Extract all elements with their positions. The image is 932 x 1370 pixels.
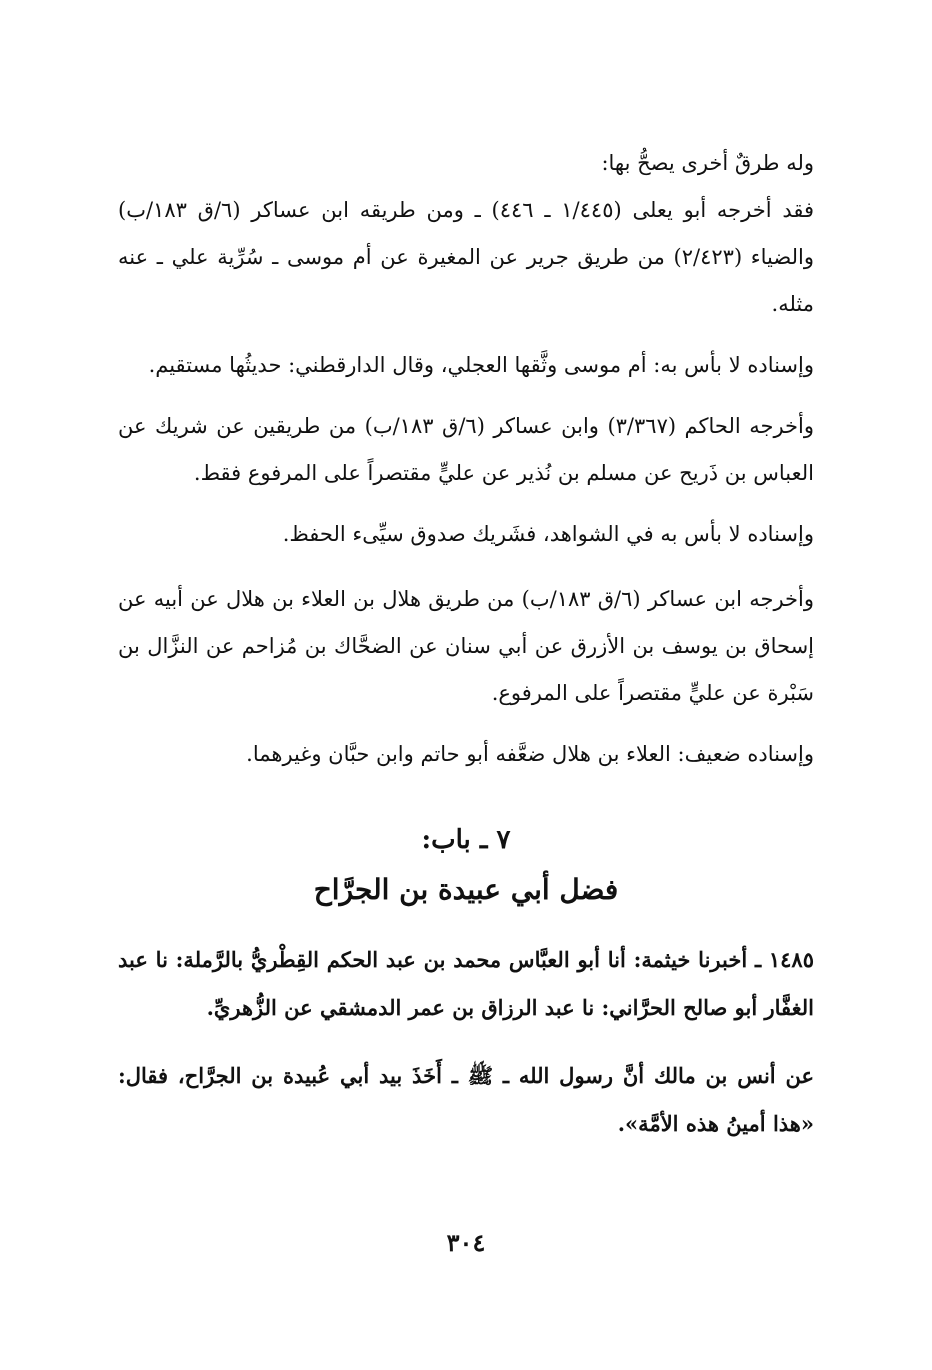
paragraph-abu-yala: فقد أخرجه أبو يعلى (١/٤٤٥ ـ ٤٤٦) ـ ومن طريقه ابن عساكر (٦/ق ١٨٣/ب) والضياء (٢/٤٢٣) من طريق جرير عن المغيرة عن أم موسى ـ سُرِّية علي ـ عنه مثله.: [118, 198, 815, 316]
chapter-number: ٧ ـ باب:: [421, 825, 511, 855]
paragraph-weak-isnad: وإسناده ضعيف: العلاء بن هلال ضعَّفه أبو حاتم وابن حبَّان وغيرهما.: [246, 742, 814, 766]
hadith-matn: عن أنس بن مالك أنَّ رسول الله ـ ﷺ ـ أَخَذَ بيد أبي عُبيدة بن الجرَّاح، فقال: «هذا أمينُ هذه الأمَّة».: [118, 1063, 814, 1136]
paragraph-ibn-asakir: وأخرجه ابن عساكر (٦/ق ١٨٣/ب) من طريق هلال بن العلاء بن هلال عن أبيه عن إسحاق بن يوسف بن الأزرق عن أبي سنان عن الضحَّاك بن مُزاحم عن النزَّال بن سَبْرة عن عليٍّ مقتصراً على المرفوع.: [118, 587, 814, 705]
paragraph-intro: وله طرقٌ أخرى يصحُّ بها:: [601, 151, 814, 175]
hadith-isnad: ١٤٨٥ ـ أخبرنا خيثمة: أنا أبو العبَّاس محمد بن عبد الحكم القِطْريُّ بالرَّملة: نا عبد الغفَّار أبو صالح الحرَّاني: نا عبد الرزاق بن عمر الدمشقي عن الزُّهريِّ.: [118, 947, 814, 1020]
page-number: ٣٠٤: [446, 1228, 486, 1257]
chapter-title: فضل أبي عبيدة بن الجرَّاح: [313, 873, 619, 906]
paragraph-hakim: وأخرجه الحاكم (٣/٣٦٧) وابن عساكر (٦/ق ١٨٣/ب) من طريقين عن شريك عن العباس بن ذَريح عن مسلم بن نُذير عن عليٍّ مقتصراً على المرفوع فقط.: [118, 414, 815, 485]
paragraph-isnad-umm-musa: وإسناده لا بأس به: أم موسى وثَّقها العجلي، وقال الدارقطني: حديثُها مستقيم.: [148, 353, 814, 377]
paragraph-sharik: وإسناده لا بأس به في الشواهد، فشَريك صدوق سيِّىء الحفظ.: [282, 522, 814, 546]
